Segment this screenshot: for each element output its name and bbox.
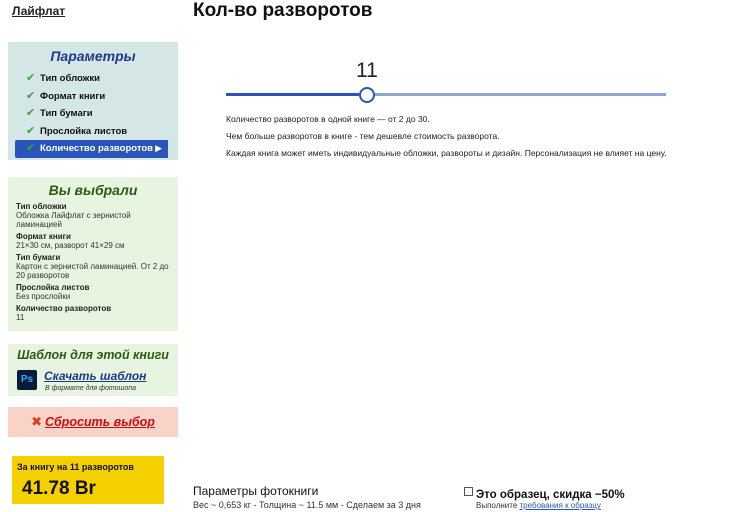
check-icon: ✔ <box>26 89 36 102</box>
param-book-format[interactable]: ✔ Формат книги <box>8 88 178 106</box>
template-panel <box>8 344 178 396</box>
selection-item: Прослойка листов Без прослойки <box>16 283 90 301</box>
param-cover-type[interactable]: ✔ Тип обложки <box>8 70 178 88</box>
param-sheet-interlayer[interactable]: ✔ Прослойка листов <box>8 123 178 141</box>
price-box <box>12 456 164 504</box>
photoshop-icon: Ps <box>17 370 37 390</box>
sample-option <box>464 485 625 510</box>
description-line: Каждая книга может иметь индивидуальные обложки, развороты и дизайн. Персонализация не влияет на цену. <box>226 148 667 158</box>
slider-value: 11 <box>356 59 378 82</box>
selection-item: Тип обложки Обложка Лайфлат с зернистой ламинацией <box>16 202 131 229</box>
template-format-note: В формате для фотошопа <box>45 385 137 392</box>
spread-count-slider[interactable] <box>226 59 666 100</box>
selection-summary-panel <box>8 177 178 331</box>
check-icon: ✔ <box>26 72 36 84</box>
sample-requirements-link[interactable]: требования к образцу <box>519 501 601 510</box>
description-line: Количество разворотов в одной книге — от 2 до 30. <box>226 114 430 124</box>
summary-info: Вес ~ 0,653 кг - Толщина ~ 11.5 мм - Сделаем за 3 дня <box>193 500 421 510</box>
price-value: 41.78 Br <box>22 478 96 499</box>
param-paper-type[interactable]: ✔ Тип бумаги <box>8 105 178 123</box>
check-icon: ✔ <box>26 142 36 154</box>
check-icon: ✔ <box>26 124 36 137</box>
price-label: За книгу на 11 разворотов <box>17 462 134 472</box>
sample-note: Выполните требования к образцу <box>476 501 601 510</box>
breadcrumb-link[interactable]: Лайфлат <box>12 4 66 18</box>
slider-track[interactable] <box>375 93 666 96</box>
selection-item: Тип бумаги Картон с зернистой ламинацией. От 2 до 20 разворотов <box>16 253 169 280</box>
slider-track-filled <box>226 93 359 96</box>
description-line: Чем больше разворотов в книге - тем дешевле стоимость разворота. <box>226 131 500 141</box>
reset-selection-label: Сбросить выбор <box>45 415 155 429</box>
sample-label[interactable]: Это образец, скидка −50% <box>476 489 625 501</box>
selection-title: Вы выбрали <box>48 182 138 198</box>
parameters-title: Параметры <box>50 48 136 64</box>
download-template-link[interactable]: Скачать шаблон <box>44 369 147 383</box>
page-title: Кол-во разворотов <box>193 0 373 21</box>
selection-item: Формат книги 21×30 см, разворот 41×29 см <box>16 232 125 250</box>
slider-handle[interactable] <box>359 87 375 103</box>
arrow-right-icon: ▶ <box>155 143 162 153</box>
reset-selection-button[interactable] <box>8 407 178 437</box>
param-spread-count[interactable]: ✔ Количество разворотов ▶ <box>15 140 168 158</box>
template-title: Шаблон для этой книги <box>17 348 169 362</box>
close-icon: ✖ <box>31 414 43 429</box>
summary-title: Параметры фотокниги <box>193 484 319 498</box>
selection-item: Количество разворотов 11 <box>16 304 112 322</box>
description <box>226 114 667 165</box>
sample-checkbox[interactable] <box>464 487 473 496</box>
parameters-panel <box>8 42 178 160</box>
check-icon: ✔ <box>26 107 36 119</box>
